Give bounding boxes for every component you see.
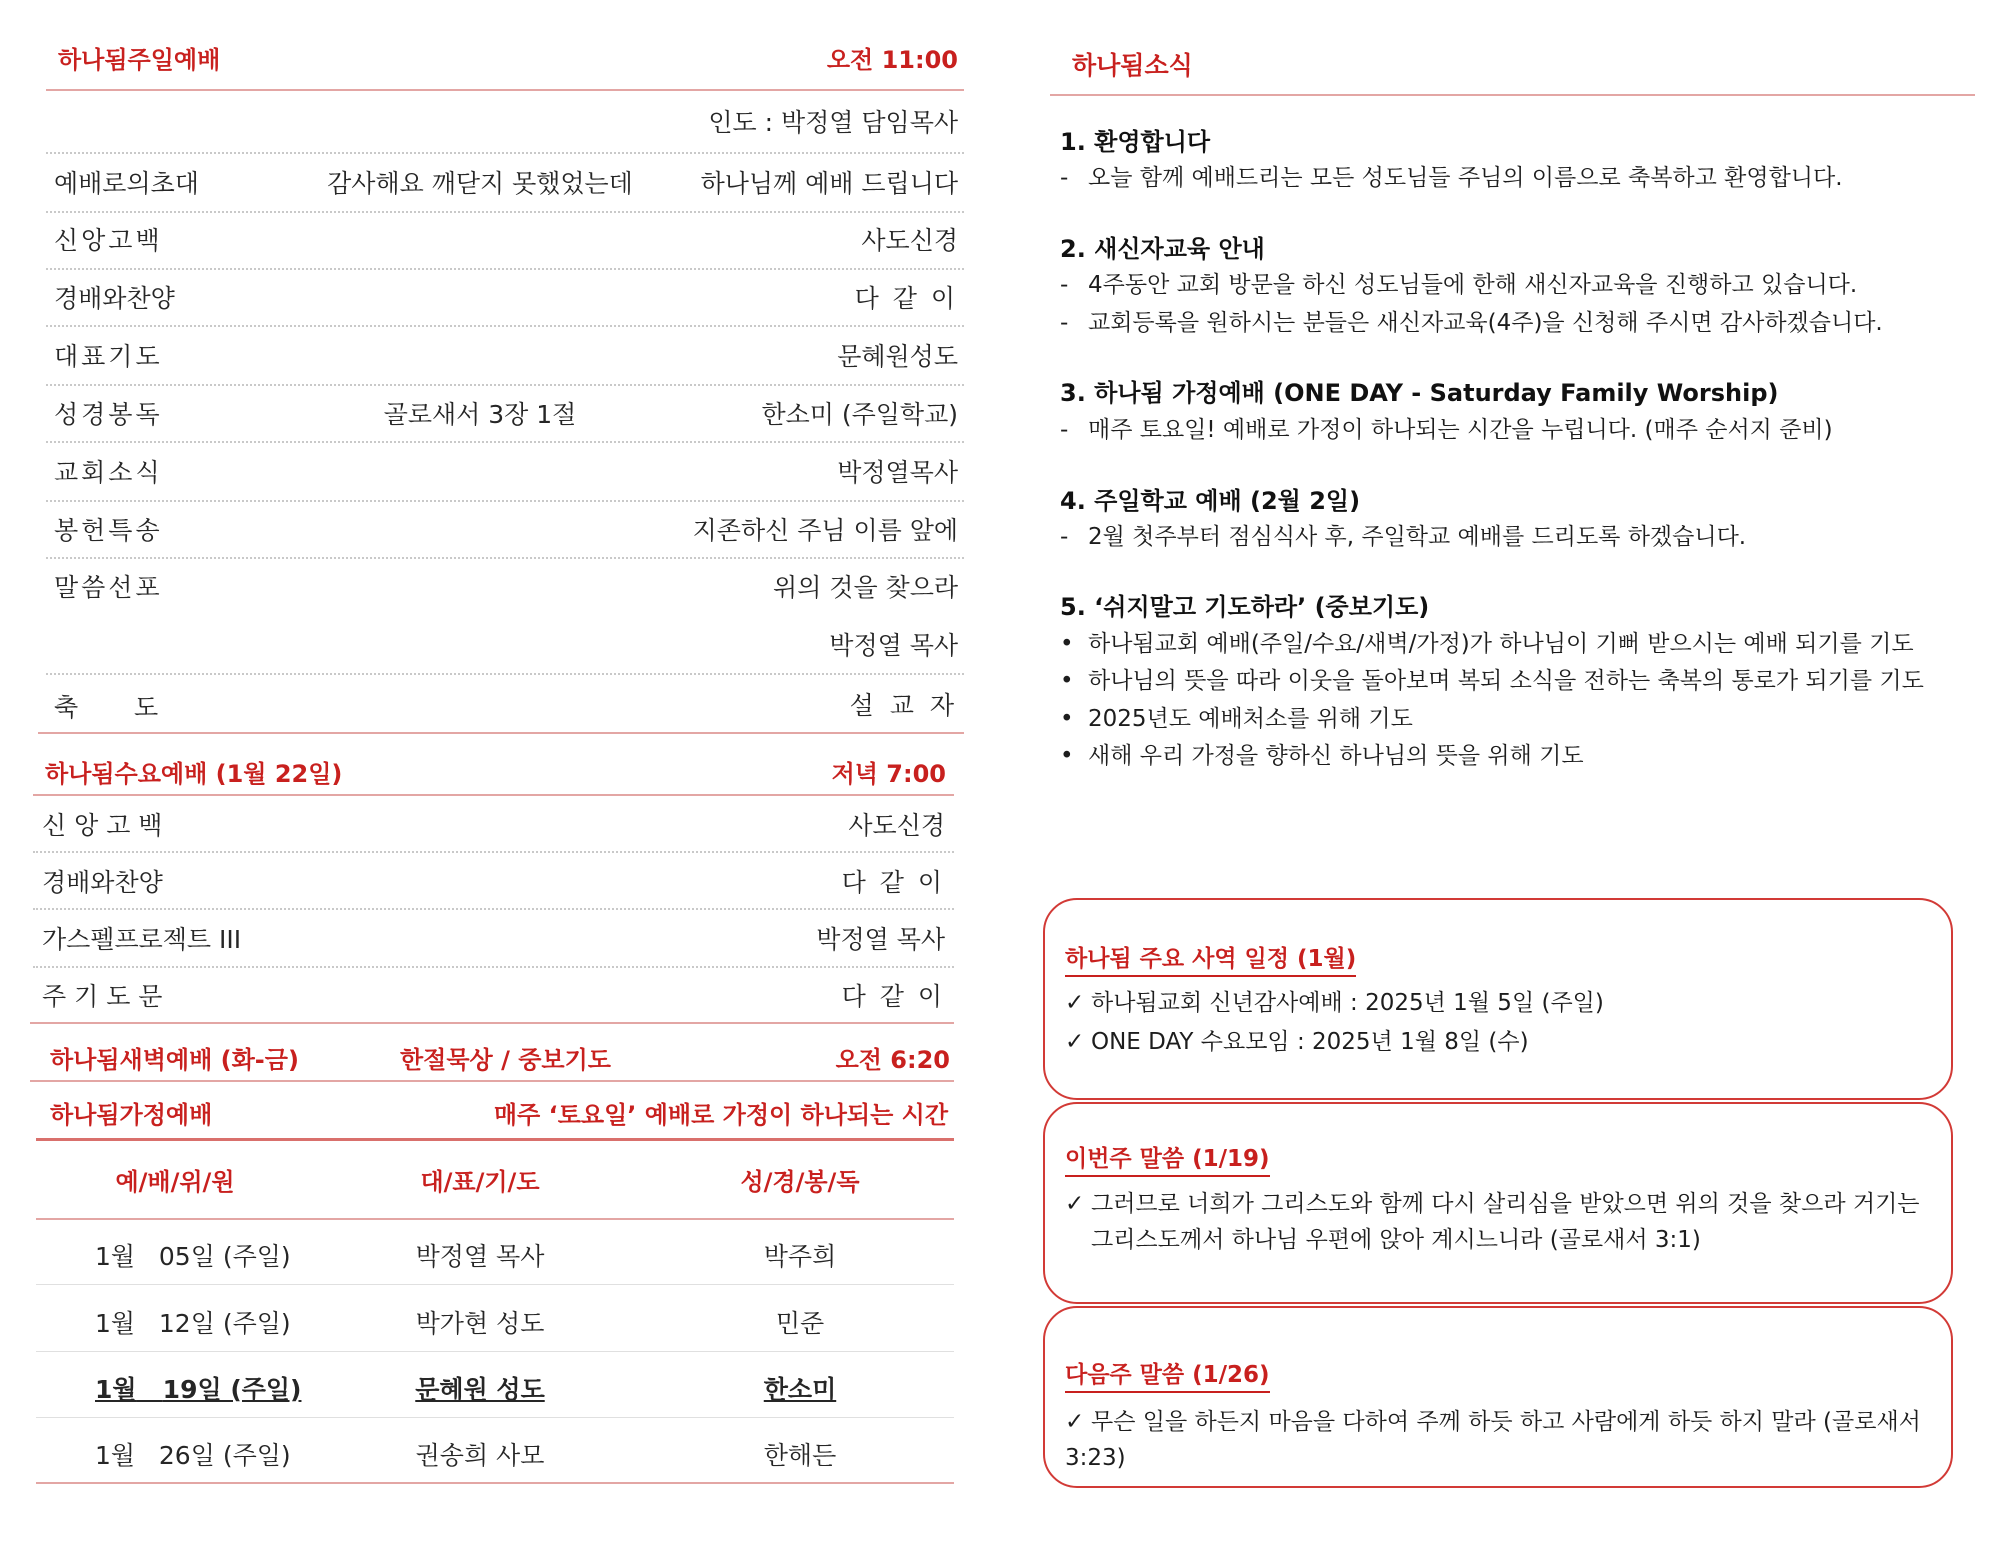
schedule-reading: 민준 [775,1309,825,1338]
check-icon: ✓ [1065,1029,1085,1055]
order-item: 주 기 도 문 [42,982,163,1011]
date-month: 1월 [95,1441,136,1470]
box-title: 하나됨 주요 사역 일정 (1월) [1065,940,1356,977]
bullet-marker: • [1060,631,1074,657]
order-person: 다 같 이 [841,868,945,897]
dotted-divider [33,908,954,910]
schedule-prayer: 박가현 성도 [415,1309,545,1338]
schedule-reading: 박주희 [763,1242,837,1271]
order-person: 다 같 이 [854,284,958,313]
order-person: 하나님께 예배 드립니다 [700,169,958,198]
order-item: 가스펠프로젝트 III [42,925,242,954]
news-line-text: 4주동안 교회 방문을 하신 성도님들에 한해 새신자교육을 진행하고 있습니다. [1088,272,1858,298]
sermon-title: 위의 것을 찾으라 [773,573,958,602]
column-header: 대/표/기/도 [420,1168,540,1196]
news-heading: 4. 주일학교 예배 (2월 2일) [1060,487,1361,515]
dotted-divider [46,500,964,502]
box-item [1065,985,1935,1021]
divider [30,1080,954,1082]
news-title: 하나됨소식 [1072,51,1193,80]
box-item [1065,1404,1935,1476]
dotted-divider [33,966,954,968]
box-item [1065,1186,1941,1258]
column-header: 예/배/위/원 [115,1168,235,1196]
dawn-service-detail: 한절묵상 / 중보기도 [400,1046,611,1074]
church-news-panel [1000,0,2000,1546]
news-line [1060,625,1914,658]
date-day: 26일 (주일) [158,1441,291,1470]
news-line [1060,411,1833,444]
schedule-reading: 한소미 [763,1375,837,1404]
order-item: 성경봉독 [54,400,163,429]
order-item: 경배와찬양 [54,284,175,313]
family-worship-description: 매주 ‘토요일’ 예배로 가정이 하나되는 시간 [493,1101,948,1129]
box-item-text: 하나됨교회 신년감사예배 : 2025년 1월 5일 (주일) [1091,990,1604,1016]
divider [1050,94,1975,96]
order-person: 지존하신 주님 이름 앞에 [692,516,958,545]
order-item: 대표기도 [54,342,163,371]
news-line [1060,159,1843,192]
order-person: 설 교 자 [849,691,958,720]
news-heading: 2. 새신자교육 안내 [1060,235,1265,263]
schedule-date [95,1237,291,1273]
order-person: 사도신경 [848,811,945,840]
schedule-prayer: 박정열 목사 [415,1242,545,1271]
news-heading: 1. 환영합니다 [1060,128,1211,156]
order-item: 교회소식 [54,458,163,487]
date-month: 1월 [95,1242,136,1271]
order-item: 봉헌특송 [54,516,163,545]
date-day: 05일 (주일) [158,1242,291,1271]
news-line [1060,518,1746,551]
news-line [1060,737,1584,770]
news-line-text: 하나됨교회 예배(주일/수요/새벽/가정)가 하나님이 기뻐 받으시는 예배 되기를 기도 [1088,631,1914,657]
order-item: 축 도 [54,693,159,722]
dotted-divider [46,441,964,443]
dotted-divider [46,211,964,213]
check-icon: ✓ [1065,990,1085,1016]
dotted-divider [46,268,964,270]
dawn-service-time: 오전 6:20 [835,1046,950,1074]
news-line-text: 교회등록을 원하시는 분들은 새신자교육(4주)을 신청해 주시면 감사하겠습니다. [1088,310,1883,336]
divider [36,1284,954,1285]
service-leader: 인도 : 박정열 담임목사 [708,108,958,137]
divider [38,732,964,734]
divider [30,1022,954,1024]
news-line-text: 새해 우리 가정을 향하신 하나님의 뜻을 위해 기도 [1088,743,1584,769]
bullet-marker: • [1060,668,1074,694]
news-line [1060,662,1924,695]
schedule-date [95,1304,291,1340]
bullet-marker: • [1060,706,1074,732]
dotted-divider [46,384,964,386]
dash-marker: - [1060,272,1069,298]
check-icon: ✓ [1065,1409,1085,1435]
dash-marker: - [1060,417,1069,443]
divider [46,89,964,91]
order-detail: 골로새서 3장 1절 [383,400,577,429]
this-week-verse-box [1043,1102,1953,1304]
date-day: 19일 (주일) [162,1375,302,1404]
next-week-verse-box [1043,1306,1953,1488]
order-detail: 감사해요 깨닫지 못했었는데 [327,169,633,198]
schedule-date [95,1436,291,1472]
schedule-prayer: 권송희 사모 [415,1441,545,1470]
order-item: 신앙고백 [54,226,163,255]
dawn-service-title: 하나됨새벽예배 (화-금) [50,1046,299,1074]
family-worship-title: 하나됨가정예배 [50,1101,213,1129]
divider [33,794,954,796]
news-line [1060,266,1857,299]
box-item [1065,1024,1935,1060]
schedule-reading: 한해든 [763,1441,837,1470]
dotted-divider [46,673,964,675]
schedule-prayer: 문혜원 성도 [415,1375,545,1404]
order-person: 문혜원성도 [837,342,958,371]
news-heading: 5. ‘쉬지말고 기도하라’ (중보기도) [1060,593,1430,621]
divider [36,1417,954,1418]
dash-marker: - [1060,524,1069,550]
order-person: 박정열 목사 [816,925,945,954]
date-day: 12일 (주일) [158,1309,291,1338]
dotted-divider [33,851,954,853]
news-line [1060,700,1413,733]
news-line-text: 오늘 함께 예배드리는 모든 성도님들 주님의 이름으로 축복하고 환영합니다. [1088,165,1843,191]
check-icon: ✓ [1065,1191,1085,1217]
order-person: 사도신경 [861,226,958,255]
date-month: 1월 [95,1375,137,1404]
schedule-reading-cell [685,1370,915,1406]
news-line [1060,304,1883,337]
dash-marker: - [1060,310,1069,336]
divider [36,1482,954,1484]
news-line-text: 2월 첫주부터 점심식사 후, 주일학교 예배를 드리도록 하겠습니다. [1088,524,1747,550]
preacher: 박정열 목사 [829,631,958,660]
order-item: 예배로의초대 [54,169,199,198]
dotted-divider [46,325,964,327]
box-item-text: ONE DAY 수요모임 : 2025년 1월 8일 (수) [1091,1029,1529,1055]
divider [36,1138,954,1141]
sunday-service-title: 하나됨주일예배 [58,46,221,74]
order-person: 박정열목사 [837,458,958,487]
order-item: 신 앙 고 백 [42,811,163,840]
bullet-marker: • [1060,743,1074,769]
order-item: 경배와찬양 [42,868,163,897]
dotted-divider [46,152,964,154]
news-line-text: 하나님의 뜻을 따라 이웃을 돌아보며 복되 소식을 전하는 축복의 통로가 되기를 기도 [1088,668,1924,694]
news-line-text: 2025년도 예배처소를 위해 기도 [1088,706,1413,732]
box-title: 이번주 말씀 (1/19) [1065,1140,1270,1177]
sunday-service-time: 오전 11:00 [826,46,958,74]
schedule-date [95,1370,301,1406]
wednesday-service-title: 하나됨수요예배 (1월 22일) [45,760,343,788]
divider [36,1218,954,1220]
news-heading: 3. 하나됨 가정예배 (ONE DAY - Saturday Family Worship) [1060,379,1779,407]
divider [36,1351,954,1352]
order-person: 한소미 (주일학교) [761,400,958,429]
box-title: 다음주 말씀 (1/26) [1065,1356,1270,1393]
order-item: 말씀선포 [54,573,163,602]
ministry-schedule-box [1043,898,1953,1100]
order-person: 다 같 이 [841,982,945,1011]
box-item-text: 무슨 일을 하든지 마음을 다하여 주께 하듯 하고 사람에게 하듯 하지 말라 (골로새서 3:23) [1065,1409,1921,1471]
schedule-prayer-cell [365,1370,595,1406]
box-item-text: 그러므로 너희가 그리스도와 함께 다시 살리심을 받았으면 위의 것을 찾으라 거기는 그리스도께서 하나님 우편에 앉아 계시느니라 (골로새서 3:1) [1091,1191,1920,1253]
dash-marker: - [1060,165,1069,191]
dotted-divider [46,557,964,559]
wednesday-service-time: 저녁 7:00 [831,760,946,788]
date-month: 1월 [95,1309,136,1338]
news-line-text: 매주 토요일! 예배로 가정이 하나되는 시간을 누립니다. (매주 순서지 준비) [1088,417,1833,443]
column-header: 성/경/봉/독 [740,1168,860,1196]
